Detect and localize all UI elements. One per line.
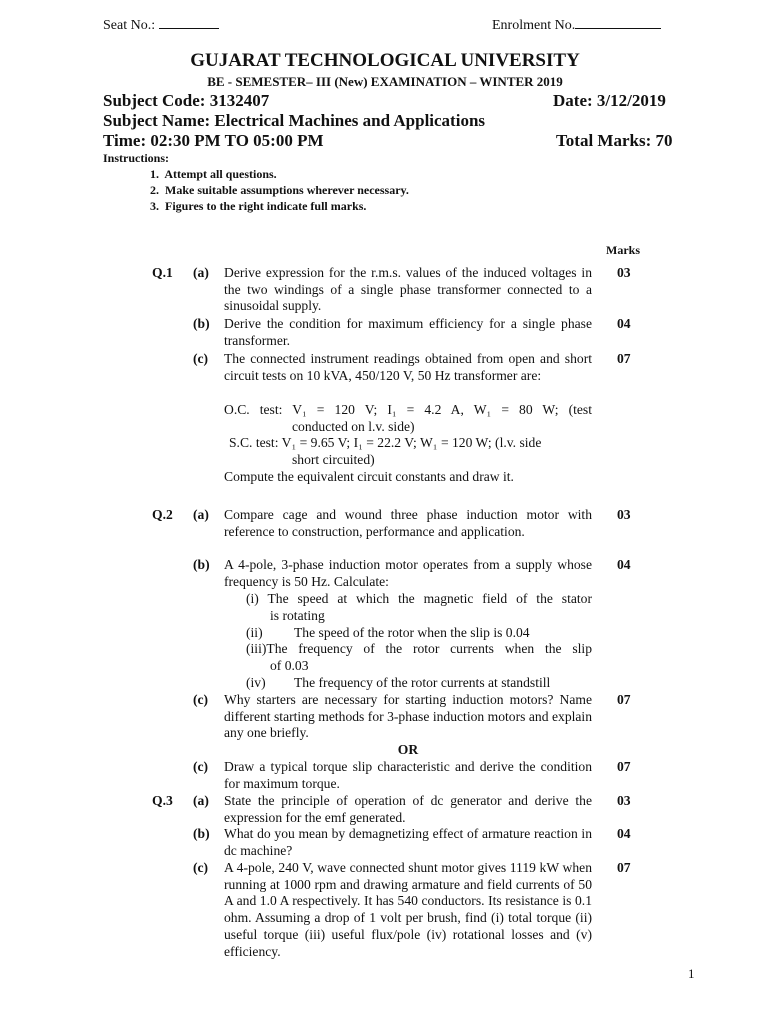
sub-item: The speed of the rotor when the slip is 0.04 <box>294 625 530 640</box>
question-text: Compare cage and wound three phase induction motor with reference to construction, performance and application. <box>224 507 592 539</box>
exam-title: BE - SEMESTER– III (New) EXAMINATION – WINTER 2019 <box>207 74 563 89</box>
university-title: GUJARAT TECHNOLOGICAL UNIVERSITY <box>190 50 580 71</box>
sub-item-label: (ii) <box>246 625 263 640</box>
question-number: Q.2 <box>152 507 173 522</box>
sub-item: is rotating <box>270 608 325 623</box>
question-text: Compute the equivalent circuit constants and draw it. <box>224 469 514 484</box>
part-label: (c) <box>193 692 209 707</box>
question-marks: 03 <box>617 265 631 280</box>
instruction-item: 1. Attempt all questions. <box>150 167 277 181</box>
enrolment-number-label: Enrolment No. <box>492 18 576 33</box>
question-marks: 07 <box>617 351 631 366</box>
part-label: (b) <box>193 316 210 331</box>
part-label: (b) <box>193 826 210 841</box>
subject-name: Subject Name: Electrical Machines and Applications <box>103 111 486 130</box>
seat-number-field <box>103 16 219 34</box>
part-label: (c) <box>193 759 209 774</box>
question-marks: 03 <box>617 793 631 808</box>
part-label: (b) <box>193 557 210 572</box>
question-text: State the principle of operation of dc generator and derive the expression for the emf generated. <box>224 793 592 825</box>
question-text: Derive expression for the r.m.s. values of the induced voltages in the two windings of a single phase transformer connected to a sinusoidal supply. <box>224 265 592 314</box>
oc-test-line: O.C. test: V₁ = 120 V; I₁ = 4.2 A, W₁ = 80 W; (test <box>224 402 592 417</box>
exam-date: Date: 3/12/2019 <box>553 91 666 110</box>
question-text: What do you mean by demagnetizing effect of armature reaction in dc machine? <box>224 826 592 858</box>
question-marks: 07 <box>617 759 631 774</box>
question-number: Q.3 <box>152 793 173 808</box>
oc-test-line: conducted on l.v. side) <box>292 419 415 434</box>
sc-test-line: short circuited) <box>292 452 375 467</box>
page-number: 1 <box>688 966 695 981</box>
enrolment-number-field <box>492 16 661 34</box>
part-label: (c) <box>193 351 209 366</box>
total-marks: Total Marks: 70 <box>556 131 673 150</box>
sub-item: of 0.03 <box>270 658 309 673</box>
question-text: Draw a typical torque slip characteristic and derive the condition for maximum torque. <box>224 759 592 791</box>
part-label: (a) <box>193 265 209 280</box>
enrolment-number-blank <box>575 16 661 29</box>
question-marks: 07 <box>617 860 631 875</box>
exam-time: Time: 02:30 PM TO 05:00 PM <box>103 131 324 150</box>
question-number: Q.1 <box>152 265 173 280</box>
question-text: The connected instrument readings obtained from open and short circuit tests on 10 kVA, 450/120 V, 50 Hz transformer are: <box>224 351 592 383</box>
question-marks: 07 <box>617 692 631 707</box>
question-marks: 04 <box>617 557 631 572</box>
sc-test-line: S.C. test: V₁ = 9.65 V; I₁ = 22.2 V; W₁ = 120 W; (l.v. side <box>229 435 542 450</box>
question-text: Derive the condition for maximum efficiency for a single phase transformer. <box>224 316 592 348</box>
seat-number-blank <box>159 16 219 29</box>
sub-item: (i) The speed at which the magnetic field of the stator <box>246 591 592 606</box>
marks-column-header: Marks <box>606 243 640 257</box>
question-marks: 03 <box>617 507 631 522</box>
seat-number-label: Seat No.: <box>103 18 156 33</box>
subject-code: Subject Code: 3132407 <box>103 91 270 110</box>
instruction-item: 3. Figures to the right indicate full marks. <box>150 199 367 213</box>
sub-item: The frequency of the rotor currents at standstill <box>294 675 551 690</box>
part-label: (a) <box>193 507 209 522</box>
question-text: Why starters are necessary for starting induction motors? Name different starting methods for 3-phase induction motors and explain any one briefly. <box>224 692 592 741</box>
instructions-label: Instructions: <box>103 151 170 165</box>
question-marks: 04 <box>617 316 631 331</box>
question-text: A 4-pole, 240 V, wave connected shunt motor gives 1119 kW when running at 1000 rpm and drawing armature and field currents of 50 A and 1.0 A respectively. It has 540 conductors. Its resistance is 0.1 ohm. Assuming a drop of 1 volt per brush, find (i) total torque (ii) useful torque (iii) useful flux/pole (iv) rotational losses and (v) efficiency. <box>224 860 592 959</box>
sub-item-label: (iv) <box>246 675 266 690</box>
or-separator: OR <box>397 742 419 757</box>
sub-item: (iii)The frequency of the rotor currents when the slip <box>246 641 592 656</box>
part-label: (c) <box>193 860 209 875</box>
question-marks: 04 <box>617 826 631 841</box>
instruction-item: 2. Make suitable assumptions wherever necessary. <box>150 183 409 197</box>
question-text: A 4-pole, 3-phase induction motor operates from a supply whose frequency is 50 Hz. Calculate: <box>224 557 592 589</box>
part-label: (a) <box>193 793 209 808</box>
